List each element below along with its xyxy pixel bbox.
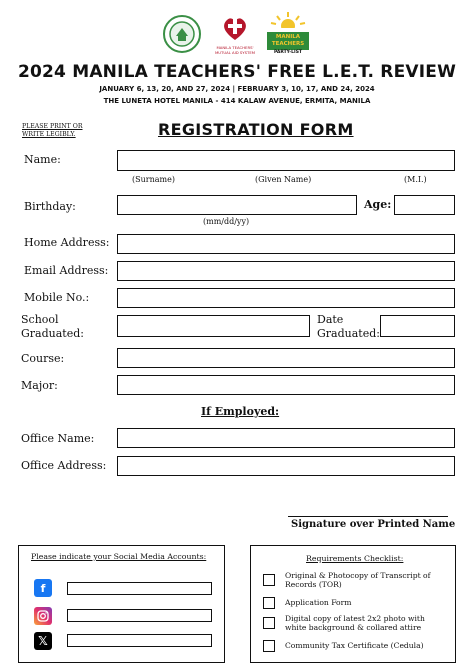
party-list-caption: PARTY-LIST bbox=[273, 50, 303, 55]
instagram-account-field[interactable] bbox=[67, 609, 212, 622]
mutual-aid-system-logo bbox=[212, 14, 258, 54]
school-graduated-field[interactable] bbox=[117, 315, 310, 337]
event-title: 2024 MANILA TEACHERS' FREE L.E.T. REVIEW bbox=[17, 62, 457, 82]
home-address-field[interactable] bbox=[117, 234, 455, 254]
event-dates: JANUARY 6, 13, 20, AND 27, 2024 | FEBRUARY 3, 10, 17, AND 24, 2024 bbox=[99, 85, 375, 93]
birthday-label: Birthday: bbox=[24, 200, 76, 213]
party-list-logo bbox=[267, 12, 309, 54]
mobile-label: Mobile No.: bbox=[24, 291, 90, 304]
course-label: Course: bbox=[21, 352, 65, 365]
instagram-icon bbox=[34, 607, 52, 625]
course-field[interactable] bbox=[117, 348, 455, 368]
facebook-account-field[interactable] bbox=[67, 582, 212, 595]
age-label: Age: bbox=[364, 198, 392, 211]
checklist-checkbox-cedula[interactable] bbox=[263, 640, 275, 652]
major-field[interactable] bbox=[117, 375, 455, 395]
birthday-format-caption: (mm/dd/yy) bbox=[203, 217, 250, 226]
school-label-1: School bbox=[21, 313, 59, 326]
checklist-item-photo: Digital copy of latest 2x2 photo with white background & collared attire bbox=[285, 614, 425, 632]
x-icon: 𝕏 bbox=[34, 632, 52, 650]
party-list-badge: MANILA TEACHERS bbox=[267, 32, 309, 50]
checklist-item-tor: Original & Photocopy of Transcript of Records (TOR) bbox=[285, 571, 431, 589]
email-field[interactable] bbox=[117, 261, 455, 281]
social-media-title: Please indicate your Social Media Accounts: bbox=[31, 552, 207, 561]
age-field[interactable] bbox=[394, 195, 455, 215]
x-account-field[interactable] bbox=[67, 634, 212, 647]
office-address-field[interactable] bbox=[117, 456, 455, 476]
signature-line[interactable] bbox=[288, 516, 448, 517]
school-seal-logo bbox=[162, 14, 202, 54]
mi-caption: (M.I.) bbox=[404, 175, 427, 184]
office-name-field[interactable] bbox=[117, 428, 455, 448]
office-address-label: Office Address: bbox=[21, 459, 107, 472]
given-name-caption: (Given Name) bbox=[255, 175, 312, 184]
office-name-label: Office Name: bbox=[21, 432, 95, 445]
mobile-field[interactable] bbox=[117, 288, 455, 308]
email-label: Email Address: bbox=[24, 264, 109, 277]
facebook-icon: f bbox=[34, 579, 52, 597]
checklist-title: Requirements Checklist: bbox=[306, 554, 404, 563]
if-employed-heading: If Employed: bbox=[201, 405, 280, 418]
checklist-checkbox-photo[interactable] bbox=[263, 617, 275, 629]
birthday-field[interactable] bbox=[117, 195, 357, 215]
home-address-label: Home Address: bbox=[24, 236, 110, 249]
checklist-checkbox-tor[interactable] bbox=[263, 574, 275, 586]
event-venue: THE LUNETA HOTEL MANILA - 414 KALAW AVENUE, ERMITA, MANILA bbox=[103, 97, 371, 105]
name-field[interactable] bbox=[117, 150, 455, 171]
signature-caption: Signature over Printed Name bbox=[291, 519, 456, 530]
print-legibly-note: PLEASE PRINT OR WRITE LEGIBLY. bbox=[22, 123, 83, 138]
date-graduated-label-2: Graduated: bbox=[317, 327, 380, 340]
mutual-aid-caption: MANILA TEACHERS' MUTUAL AID SYSTEM bbox=[214, 45, 256, 55]
name-label: Name: bbox=[24, 153, 61, 166]
checklist-item-application: Application Form bbox=[285, 598, 352, 607]
surname-caption: (Surname) bbox=[132, 175, 175, 184]
date-graduated-label-1: Date bbox=[317, 313, 344, 326]
school-label-2: Graduated: bbox=[21, 327, 84, 340]
major-label: Major: bbox=[21, 379, 58, 392]
checklist-checkbox-application[interactable] bbox=[263, 597, 275, 609]
form-title: REGISTRATION FORM bbox=[158, 120, 354, 139]
checklist-item-cedula: Community Tax Certificate (Cedula) bbox=[285, 641, 424, 650]
date-graduated-field[interactable] bbox=[380, 315, 455, 337]
